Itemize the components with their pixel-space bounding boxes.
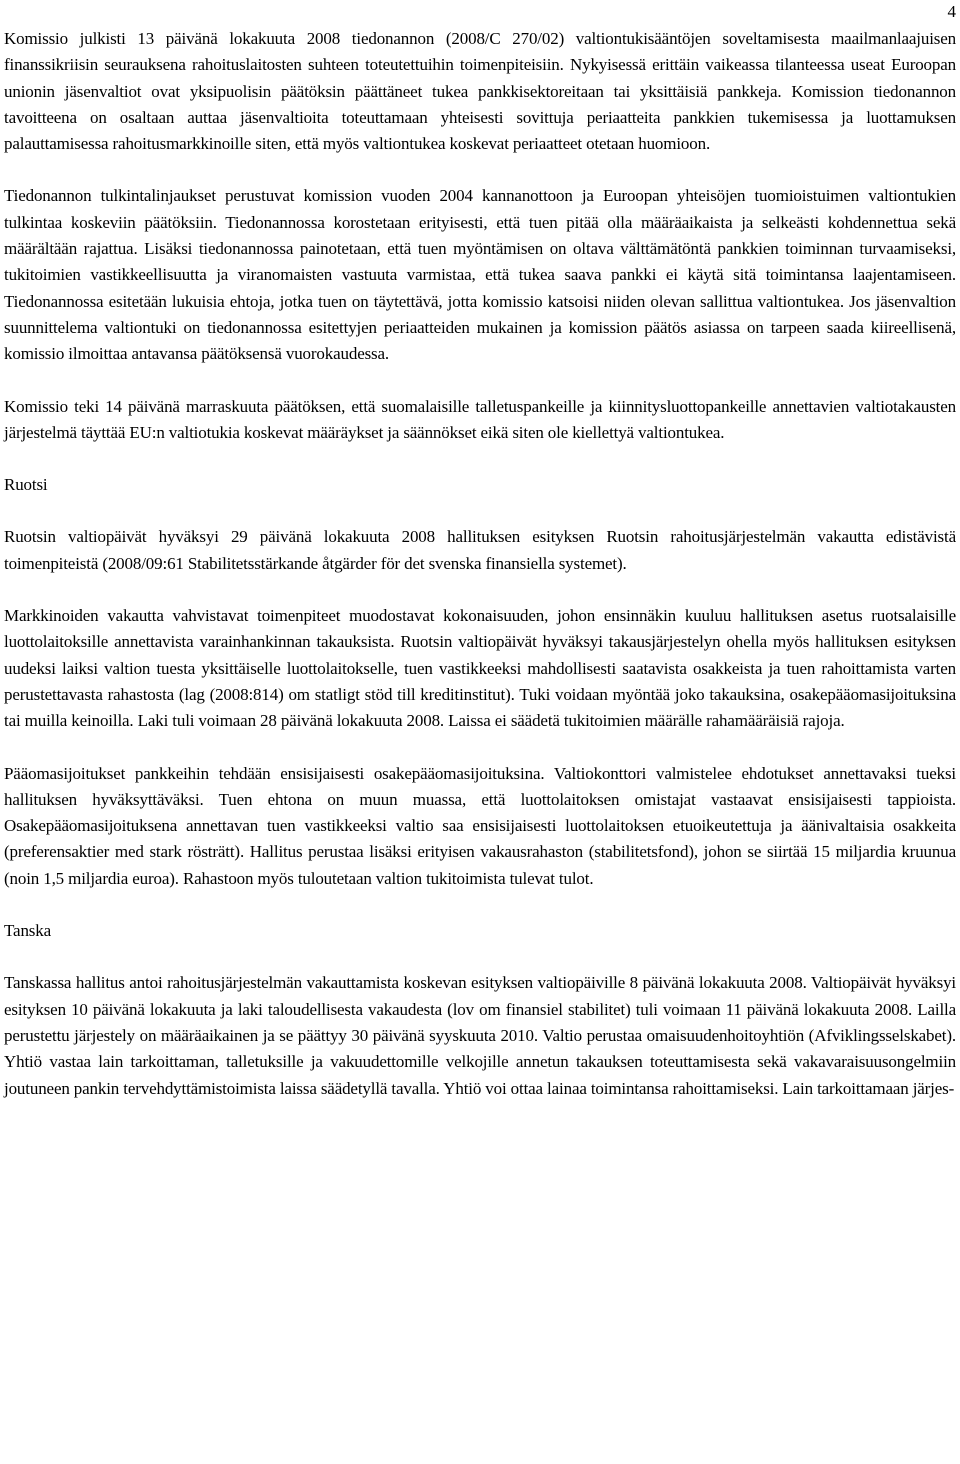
paragraph-ruotsi-capital-injections: Pääomasijoitukset pankkeihin tehdään ensisijaisesti osakepääomasijoituksina. Valtiokonttori valmistelee ehdotukset annettavaksi tueksi hallituksen hyväksyttäväksi. Tuen ehtona on muun muassa, että luottolaitoksen omistajat vastaavat ensisijaisesti tappioista. Osakepääomasijoituksena annettavan tuen vastikkeeksi valtio saa ensisijaisesti luottolaitoksen etuoikeutettuja ja äänivaltaisia osakkeita (preferensaktier med stark rösträtt). Hallitus perustaa lisäksi erityisen vakausrahaston (stabilitetsfond), johon se siirtää 15 miljardia kruunua (noin 1,5 miljardia euroa). Rahastoon myös tuloutetaan valtion tukitoimista tulevat tulot.: [4, 763, 956, 888]
paragraph-commission-decision: Komissio teki 14 päivänä marraskuuta päätöksen, että suomalaisille talletuspankeille ja kiinnitysluottopankeille annettavien valtiotakausten järjestelmä täyttää EU:n valtiotukia koskevat määräykset ja säännökset eikä siten ole kiellettyä valtiontukea.: [4, 396, 956, 442]
paragraph-interpretation-guidelines: Tiedonannon tulkintalinjaukset perustuvat komission vuoden 2004 kannanottoon ja Euroopan yhteisöjen tuomioistuimen valtiontukien tulkintaa koskeviin päätöksiin. Tiedonannossa korostetaan erityisesti, että tuen pitää olla määräaikaista ja selkeästi kohdennettua sekä määrältään rajattua. Lisäksi tiedonannossa painotetaan, että tuen myöntämisen on oltava välttämätöntä pankkien toiminnan turvaamiseksi, tukitoimien vastikkeellisuutta ja viranomaisten vastuuta varmistaa, että tukea saava pankki ei käytä sitä toimintansa laajentamiseen. Tiedonannossa esitetään lukuisia ehtoja, jotka tuen on täytettävä, jotta komissio katsoisi niiden olevan sallittua valtiontukea. Jos jäsenvaltion suunnittelema valtiontuki on tiedonannossa esitettyjen periaatteiden mukainen ja komission päätös asiassa on tarpeen saada kiireellisenä, komissio ilmoittaa antavansa päätöksensä vuorokaudessa.: [4, 186, 956, 364]
paragraph-ruotsi-measures: Markkinoiden vakautta vahvistavat toimenpiteet muodostavat kokonaisuuden, johon ensinnäkin kuuluu hallituksen asetus ruotsalaisille luottolaitoksille annettavista varainhankinnan takauksista. Ruotsin valtiopäivät hyväksyi takausjärjestelyn ohella myös hallituksen esityksen uudeksi laiksi valtion tuesta yksittäiselle luottolaitokselle, tuen vastikkeeksi mahdollisesti saatavista osakkeista ja tuen rahoittamista varten perustettavasta rahastosta (lag (2008:814) om statligt stöd till kreditinstitut). Tuki voidaan myöntää joko takauksina, osakepääomasijoituksina tai muilla keinoilla. Laki tuli voimaan 28 päivänä lokakuuta 2008. Laissa ei säädetä tukitoimien määrälle rahamääräisiä rajoja.: [4, 606, 956, 731]
paragraph-tanska-bill: Tanskassa hallitus antoi rahoitusjärjestelmän vakauttamista koskevan esityksen valtiopäiville 8 päivänä lokakuuta 2008. Valtiopäivät hyväksyi esityksen 10 päivänä lokakuuta ja laki taloudellisesta vakaudesta (lov om finansiel stabilitet) tuli voimaan 11 päivänä lokakuuta 2008. Lailla perustettu järjestely on määräaikainen ja se päättyy 30 päivänä syyskuuta 2010. Valtio perustaa omaisuudenhoitoyhtiön (Afviklingsselskabet). Yhtiö vastaa lain tarkoittaman, talletuksille ja vakuudettomille velkojille annetun takauksen toteuttamisesta sekä vakavaraisuusongelmiin joutuneen pankin tervehdyttämistoimista laissa säädetyllä tavalla. Yhtiö voi ottaa lainaa toimintansa rahoittamiseksi. Lain tarkoittamaan järjes-: [4, 973, 956, 1098]
document-body: [4, 26, 956, 1102]
paragraph-commission-communication: Komissio julkisti 13 päivänä lokakuuta 2008 tiedonannon (2008/C 270/02) valtiontukisääntöjen soveltamisesta maailmanlaajuisen finanssikriisin seurauksena rahoituslaitosten suhteen toteutettuihin toimenpiteisiin. Nykyisessä erittäin vaikeassa tilanteessa useat Euroopan unionin jäsenvaltiot ovat yksipuolisin päätöksin päättäneet tukea pankkisektoreitaan tai yksittäisiä pankkeja. Komission tiedonannon tavoitteena on osaltaan auttaa jäsenvaltioita toteuttamaan yhteisesti sovittuja periaatteita pankkien tukemisessa ja luottamuksen palauttamisessa rahoitusmarkkinoille siten, että myös valtiontukea koskevat periaatteet otetaan huomioon.: [4, 29, 956, 154]
page-number: 4: [947, 2, 956, 21]
section-heading-tanska: Tanska: [4, 921, 52, 941]
section-heading-ruotsi: Ruotsi: [4, 475, 48, 495]
paragraph-ruotsi-bill: Ruotsin valtiopäivät hyväksyi 29 päivänä lokakuuta 2008 hallituksen esityksen Ruotsin rahoitusjärjestelmän vakautta edistävistä toimenpiteistä (2008/09:61 Stabilitetsstärkande åtgärder för det svenska finansiella systemet).: [4, 527, 956, 573]
